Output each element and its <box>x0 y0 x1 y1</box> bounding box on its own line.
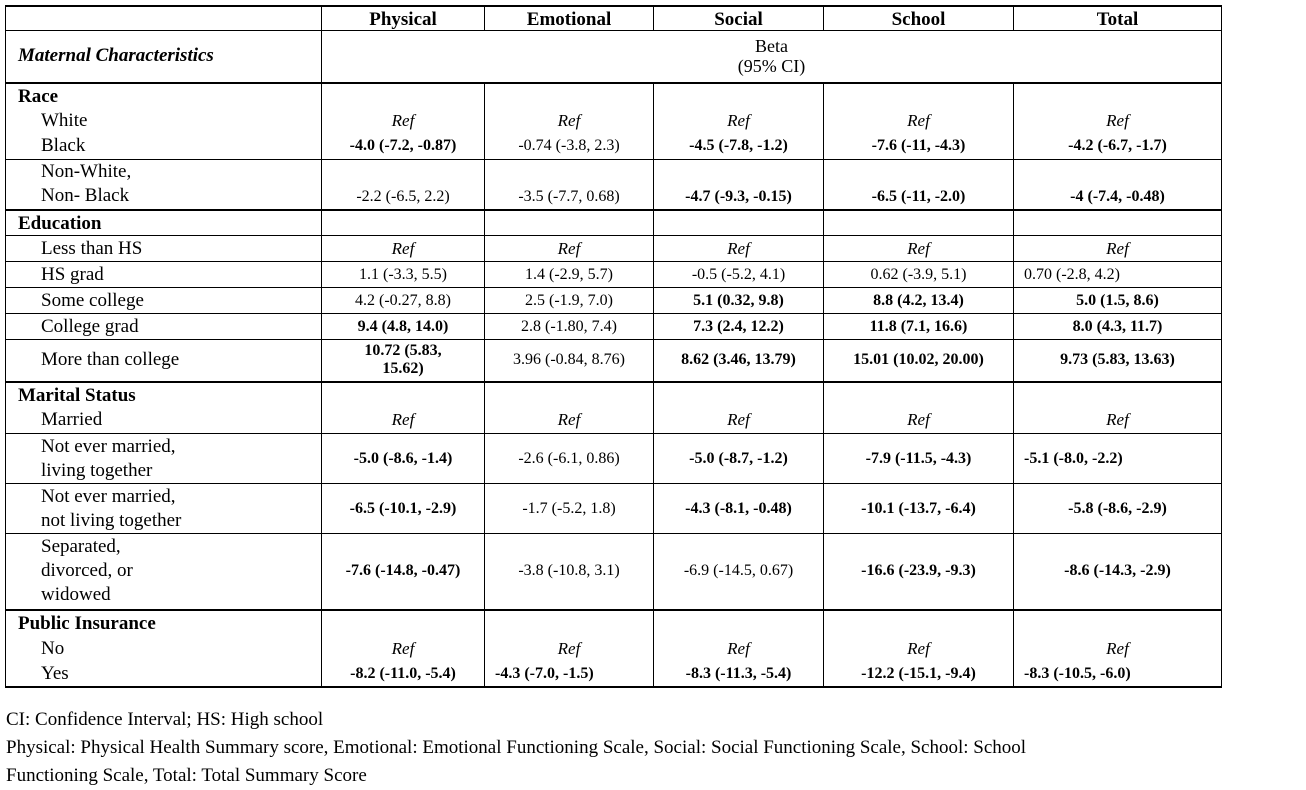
cell-notmarapart-total: -5.8 (-8.6, -2.9) <box>1014 484 1222 534</box>
row-label-hs-grad: HS grad <box>6 262 322 288</box>
row-label-not-married-apart <box>6 484 322 534</box>
row-label-separated <box>6 534 322 610</box>
cell-separated-social: -6.9 (-14.5, 0.67) <box>654 534 824 610</box>
cell-no-school: Ref <box>824 636 1014 662</box>
cell-separated-physical: -7.6 (-14.8, -0.47) <box>322 534 485 610</box>
cell-married-school: Ref <box>824 408 1014 434</box>
cell-married-physical: Ref <box>322 408 485 434</box>
regression-table <box>5 5 1222 688</box>
cell-black-school: -7.6 (-11, -4.3) <box>824 134 1014 160</box>
row-label-nonwhite <box>6 160 322 210</box>
row-label-nonwhite-line1: Non-White, <box>41 161 132 183</box>
col-header-social: Social <box>654 6 824 31</box>
cell-lesshs-emotional: Ref <box>485 236 654 262</box>
cell-hsgrad-physical: 1.1 (-3.3, 5.5) <box>322 262 485 288</box>
cell-yes-social: -8.3 (-11.3, -5.4) <box>654 662 824 687</box>
cell-nonwhite-school: -6.5 (-11, -2.0) <box>824 160 1014 210</box>
cell-somecol-school: 8.8 (4.2, 13.4) <box>824 288 1014 314</box>
cell-somecol-physical: 4.2 (-0.27, 8.8) <box>322 288 485 314</box>
cell-colgrad-physical: 9.4 (4.8, 14.0) <box>322 314 485 340</box>
cell-separated-school: -16.6 (-23.9, -9.3) <box>824 534 1014 610</box>
cell-no-emotional: Ref <box>485 636 654 662</box>
cell-hsgrad-school: 0.62 (-3.9, 5.1) <box>824 262 1014 288</box>
cell-notmarapart-social: -4.3 (-8.1, -0.48) <box>654 484 824 534</box>
cell-notmarapart-physical: -6.5 (-10.1, -2.9) <box>322 484 485 534</box>
cell-colgrad-social: 7.3 (2.4, 12.2) <box>654 314 824 340</box>
row-label-some-college: Some college <box>6 288 322 314</box>
row-label-white: White <box>6 108 322 134</box>
row-label-college-grad: College grad <box>6 314 322 340</box>
col-header-emotional: Emotional <box>485 6 654 31</box>
cell-black-total: -4.2 (-6.7, -1.7) <box>1014 134 1222 160</box>
cell-notmartog-school: -7.9 (-11.5, -4.3) <box>824 434 1014 484</box>
cell-morecol-emotional: 3.96 (-0.84, 8.76) <box>485 340 654 382</box>
cell-married-social: Ref <box>654 408 824 434</box>
cell-no-total: Ref <box>1014 636 1222 662</box>
row-label-nonwhite-line2: Non- Black <box>41 185 130 207</box>
maternal-characteristics-label: Maternal Characteristics <box>6 31 322 83</box>
row-label-separated-line1: Separated, <box>41 536 121 558</box>
cell-separated-total: -8.6 (-14.3, -2.9) <box>1014 534 1222 610</box>
cell-nonwhite-physical: -2.2 (-6.5, 2.2) <box>322 160 485 210</box>
section-public-insurance: Public Insurance <box>6 610 322 636</box>
cell-lesshs-physical: Ref <box>322 236 485 262</box>
cell-no-social: Ref <box>654 636 824 662</box>
cell-separated-emotional: -3.8 (-10.8, 3.1) <box>485 534 654 610</box>
section-education: Education <box>6 210 322 236</box>
row-label-not-married-apart-line2: not living together <box>41 509 182 531</box>
cell-hsgrad-total: 0.70 (-2.8, 4.2) <box>1014 262 1222 288</box>
cell-somecol-social: 5.1 (0.32, 9.8) <box>654 288 824 314</box>
cell-notmartog-emotional: -2.6 (-6.1, 0.86) <box>485 434 654 484</box>
footnote-scale-definitions-cont: Functioning Scale, Total: Total Summary Score <box>6 765 367 786</box>
cell-lesshs-school: Ref <box>824 236 1014 262</box>
cell-white-emotional: Ref <box>485 108 654 134</box>
cell-notmarapart-emotional: -1.7 (-5.2, 1.8) <box>485 484 654 534</box>
row-label-not-married-together-line1: Not ever married, <box>41 435 176 457</box>
cell-lesshs-social: Ref <box>654 236 824 262</box>
row-label-less-than-hs: Less than HS <box>6 236 322 262</box>
cell-notmartog-social: -5.0 (-8.7, -1.2) <box>654 434 824 484</box>
cell-yes-emotional: -4.3 (-7.0, -1.5) <box>485 662 654 687</box>
cell-somecol-total: 5.0 (1.5, 8.6) <box>1014 288 1222 314</box>
cell-morecol-physical-line1: 10.72 (5.83, <box>364 342 442 360</box>
beta-header <box>322 31 1222 83</box>
cell-married-total: Ref <box>1014 408 1222 434</box>
cell-nonwhite-emotional: -3.5 (-7.7, 0.68) <box>485 160 654 210</box>
cell-yes-school: -12.2 (-15.1, -9.4) <box>824 662 1014 687</box>
cell-hsgrad-social: -0.5 (-5.2, 4.1) <box>654 262 824 288</box>
cell-notmartog-total: -5.1 (-8.0, -2.2) <box>1014 434 1222 484</box>
row-label-no: No <box>6 636 322 662</box>
row-label-black: Black <box>6 134 322 160</box>
cell-morecol-total: 9.73 (5.83, 13.63) <box>1014 340 1222 382</box>
footnote-scale-definitions: Physical: Physical Health Summary score, Emotional: Emotional Functioning Scale, Social: Social Functioning Scale, School: School <box>6 737 1027 758</box>
col-header-total: Total <box>1014 6 1222 31</box>
cell-yes-physical: -8.2 (-11.0, -5.4) <box>322 662 485 687</box>
row-label-yes: Yes <box>6 662 322 687</box>
cell-no-physical: Ref <box>322 636 485 662</box>
cell-colgrad-total: 8.0 (4.3, 11.7) <box>1014 314 1222 340</box>
cell-white-social: Ref <box>654 108 824 134</box>
row-label-married: Married <box>6 408 322 434</box>
col-header-physical: Physical <box>322 6 485 31</box>
beta-line-2: (95% CI) <box>737 56 806 77</box>
cell-white-physical: Ref <box>322 108 485 134</box>
cell-yes-total: -8.3 (-10.5, -6.0) <box>1014 662 1222 687</box>
col-header-school: School <box>824 6 1014 31</box>
cell-somecol-emotional: 2.5 (-1.9, 7.0) <box>485 288 654 314</box>
cell-hsgrad-emotional: 1.4 (-2.9, 5.7) <box>485 262 654 288</box>
cell-white-total: Ref <box>1014 108 1222 134</box>
cell-nonwhite-total: -4 (-7.4, -0.48) <box>1014 160 1222 210</box>
cell-morecol-school: 15.01 (10.02, 20.00) <box>824 340 1014 382</box>
cell-white-school: Ref <box>824 108 1014 134</box>
row-label-more-than-college: More than college <box>6 340 322 382</box>
cell-nonwhite-social: -4.7 (-9.3, -0.15) <box>654 160 824 210</box>
cell-morecol-social: 8.62 (3.46, 13.79) <box>654 340 824 382</box>
cell-colgrad-school: 11.8 (7.1, 16.6) <box>824 314 1014 340</box>
cell-black-social: -4.5 (-7.8, -1.2) <box>654 134 824 160</box>
cell-notmarapart-school: -10.1 (-13.7, -6.4) <box>824 484 1014 534</box>
corner-cell <box>6 6 322 31</box>
cell-married-emotional: Ref <box>485 408 654 434</box>
cell-morecol-physical <box>322 340 485 382</box>
row-label-not-married-together-line2: living together <box>41 459 153 481</box>
cell-colgrad-emotional: 2.8 (-1.80, 7.4) <box>485 314 654 340</box>
row-label-not-married-apart-line1: Not ever married, <box>41 485 176 507</box>
beta-line-1: Beta <box>755 36 788 57</box>
section-marital-status: Marital Status <box>6 382 322 408</box>
row-label-separated-line2: divorced, or <box>41 560 133 582</box>
cell-morecol-physical-line2: 15.62) <box>382 360 424 378</box>
cell-notmartog-physical: -5.0 (-8.6, -1.4) <box>322 434 485 484</box>
row-label-separated-line3: widowed <box>41 584 111 606</box>
cell-black-emotional: -0.74 (-3.8, 2.3) <box>485 134 654 160</box>
footnote-abbreviations: CI: Confidence Interval; HS: High school <box>6 709 324 730</box>
section-race: Race <box>6 83 322 108</box>
cell-lesshs-total: Ref <box>1014 236 1222 262</box>
row-label-not-married-together <box>6 434 322 484</box>
cell-black-physical: -4.0 (-7.2, -0.87) <box>322 134 485 160</box>
